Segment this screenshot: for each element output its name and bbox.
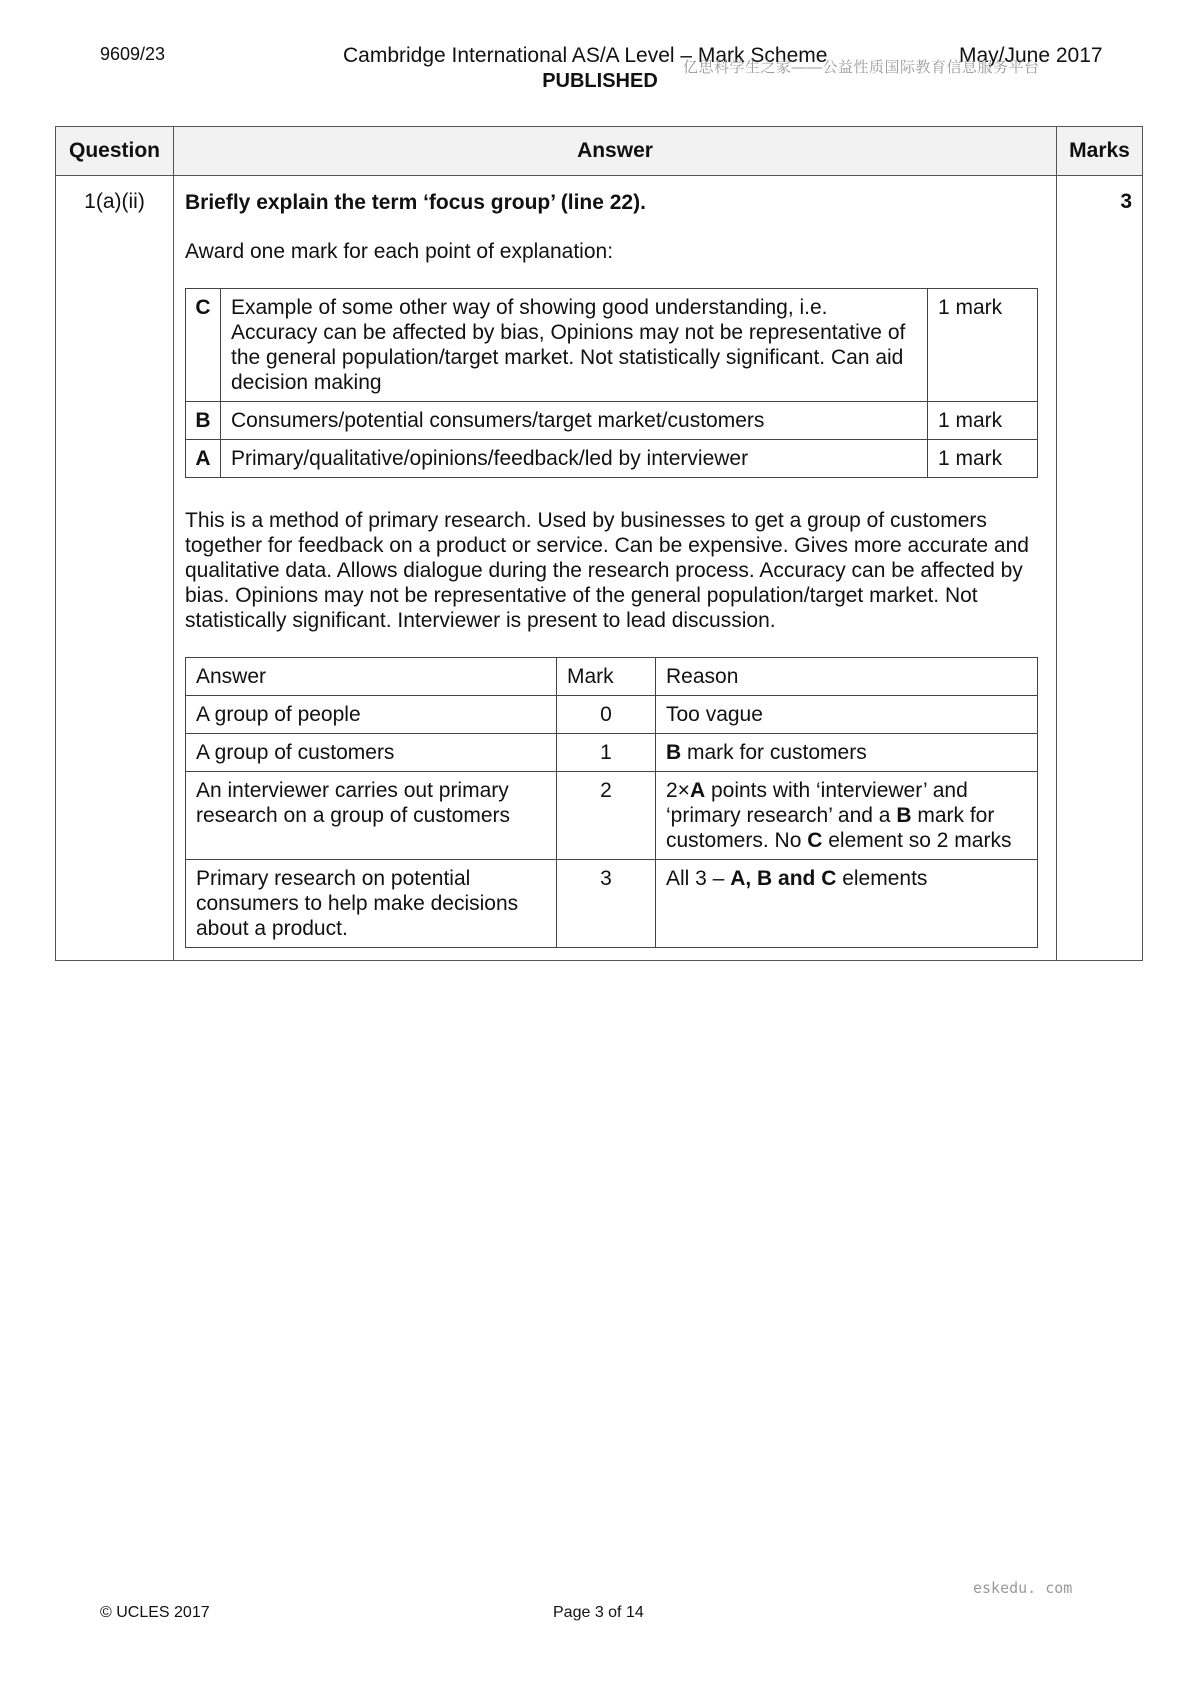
table-row xyxy=(186,734,1038,772)
level-mark: 1 mark xyxy=(928,440,1038,478)
level-description: Consumers/potential consumers/target market/customers xyxy=(221,402,928,440)
document-title: Cambridge International AS/A Level – Mark Scheme xyxy=(343,44,828,67)
level-letter: C xyxy=(186,289,221,402)
example-answer: A group of customers xyxy=(186,734,557,772)
example-mark: 2 xyxy=(557,772,656,860)
answer-column-header: Answer xyxy=(174,127,1057,176)
reason-bold: B xyxy=(666,741,682,764)
reason-text: mark for customers xyxy=(681,741,867,764)
example-answer: Primary research on potential consumers to help make decisions about a product. xyxy=(186,860,557,948)
example-reason xyxy=(656,860,1038,948)
level-row xyxy=(186,402,1038,440)
reason-bold: A xyxy=(689,779,706,802)
level-description: Primary/qualitative/opinions/feedback/led by interviewer xyxy=(221,440,928,478)
examples-answer-header: Answer xyxy=(186,658,557,696)
level-row xyxy=(186,289,1038,402)
instruction-text: Award one mark for each point of explanation: xyxy=(185,240,614,263)
exam-session: May/June 2017 xyxy=(959,44,1103,67)
example-reason xyxy=(656,772,1038,860)
table-header-row xyxy=(56,127,1143,176)
example-mark: 1 xyxy=(557,734,656,772)
mark-scheme-table xyxy=(55,126,1143,961)
question-row xyxy=(56,176,1143,961)
reason-text: All 3 – xyxy=(666,867,731,890)
copyright-text: © UCLES 2017 xyxy=(100,1604,210,1621)
reason-text: 2× xyxy=(666,779,690,802)
reason-text: mark for customers. No xyxy=(666,804,995,852)
reason-text: element so 2 marks xyxy=(822,829,1012,852)
marks-total: 3 xyxy=(1057,176,1143,961)
level-letter: B xyxy=(186,402,221,440)
reason-text: elements xyxy=(836,867,928,890)
level-row xyxy=(186,440,1038,478)
example-mark: 3 xyxy=(557,860,656,948)
question-number: 1(a)(ii) xyxy=(56,176,174,961)
levels-table xyxy=(185,288,1038,478)
answer-cell xyxy=(174,176,1057,961)
example-reason xyxy=(656,734,1038,772)
example-answer: A group of people xyxy=(186,696,557,734)
watermark-text: 亿思科学生之家——公益性质国际教育信息服务平台 xyxy=(683,59,1040,76)
table-row xyxy=(186,860,1038,948)
level-mark: 1 mark xyxy=(928,289,1038,402)
reason-bold: B xyxy=(896,804,912,827)
published-label: PUBLISHED xyxy=(542,70,658,92)
example-mark: 0 xyxy=(557,696,656,734)
examples-mark-header: Mark xyxy=(557,658,656,696)
level-description: Example of some other way of showing good understanding, i.e. Accuracy can be affected by bias, Opinions may not be representative of the general population/target market. Not statistically significant. Can aid decision making xyxy=(221,289,928,402)
marks-column-header: Marks xyxy=(1057,127,1143,176)
examples-table xyxy=(185,657,1038,948)
reason-bold: A, B and C xyxy=(730,867,837,890)
site-watermark: eskedu. com xyxy=(973,1579,1073,1597)
explanation-paragraph: This is a method of primary research. Used by businesses to get a group of customers together for feedback on a product or service. Can be expensive. Gives more accurate and qualitative data. Allows dialogue during the research process. Accuracy can be affected by bias. Opinions may not be representative of the general population/target market. Not statistically significant. Interviewer is present to lead discussion. xyxy=(185,509,1029,632)
exam-code: 9609/23 xyxy=(100,44,166,64)
level-mark: 1 mark xyxy=(928,402,1038,440)
example-reason: Too vague xyxy=(656,696,1038,734)
table-row xyxy=(186,696,1038,734)
question-text: Briefly explain the term ‘focus group’ (line 22). xyxy=(185,191,646,214)
examples-header-row xyxy=(186,658,1038,696)
examples-reason-header: Reason xyxy=(656,658,1038,696)
example-answer: An interviewer carries out primary research on a group of customers xyxy=(186,772,557,860)
reason-text: points with ‘interviewer’ and ‘primary research’ and a xyxy=(666,779,968,827)
page-number: Page 3 of 14 xyxy=(553,1604,644,1621)
level-letter: A xyxy=(186,440,221,478)
table-row xyxy=(186,772,1038,860)
question-column-header: Question xyxy=(56,127,174,176)
reason-bold: C xyxy=(807,829,823,852)
